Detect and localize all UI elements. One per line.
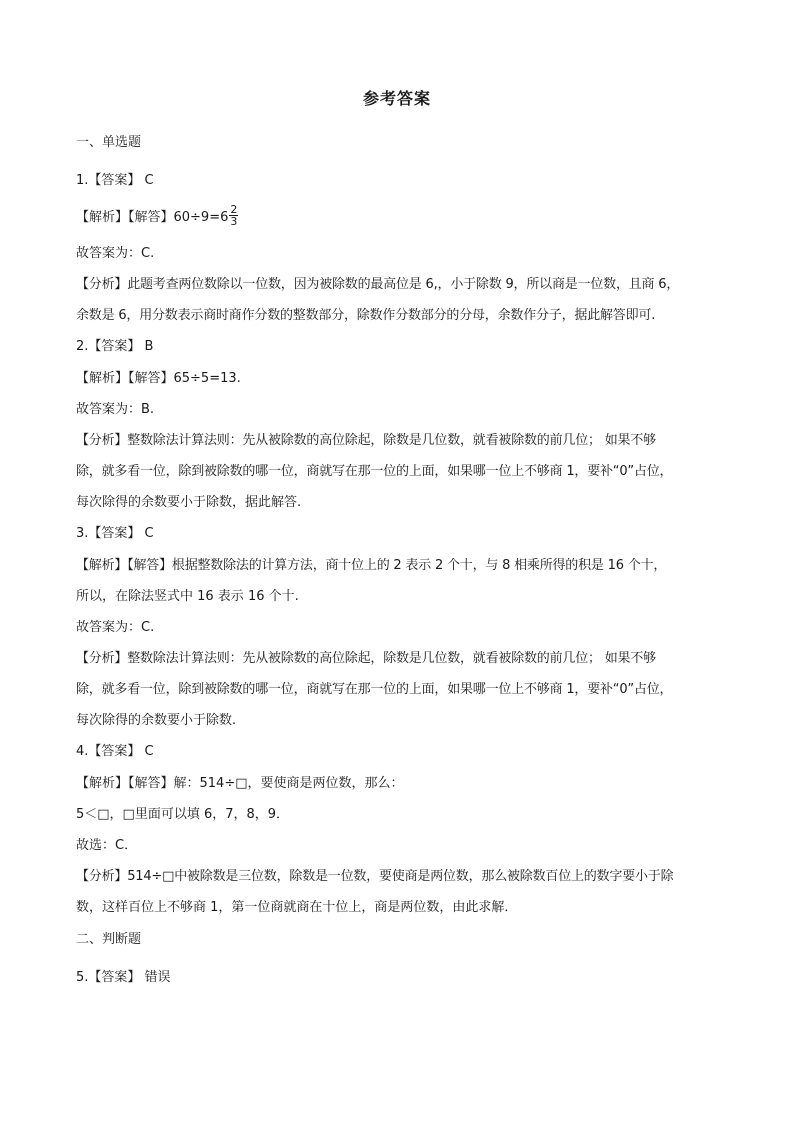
- explanation-4-line-2: 5＜□，□里面可以填 6，7，8，9．: [76, 807, 290, 822]
- analysis-3-line-1: 【分析】整数除法计算法则：先从被除数的高位除起，除数是几位数，就看被除数的前几位； 如果不够: [76, 651, 656, 666]
- fraction: [229, 204, 238, 227]
- explanation-3-line-2: 所以，在除法竖式中 16 表示 16 个十.: [76, 589, 299, 604]
- analysis-4-line-2: 数，这样百位上不够商 1，第一位商就商在十位上，商是两位数，由此求解．: [76, 900, 518, 915]
- explanation-1: [76, 203, 726, 229]
- conclusion-4: 故选：C．: [76, 838, 138, 853]
- explanation-2: 【解析】【解答】65÷5=13.: [76, 371, 241, 386]
- conclusion-1: 故答案为：C.: [76, 246, 155, 261]
- explanation-1-text: 【解析】【解答】60÷9=6: [76, 210, 229, 225]
- explanation-3-line-1: 【解析】【解答】根据整数除法的计算方法，商十位上的 2 表示 2 个十，与 8 相乘所得的积是 16 个十，: [76, 558, 667, 573]
- section-heading-true-false: 二、判断题: [76, 932, 142, 947]
- answer-2: 2.【答案】 B: [76, 339, 154, 354]
- analysis-4-line-1: 【分析】514÷□中被除数是三位数，除数是一位数，要使商是两位数，那么被除数百位上的数字要小于除: [76, 869, 674, 884]
- answer-5: 5.【答案】 错误: [76, 970, 171, 985]
- answer-3: 3.【答案】 C: [76, 526, 154, 541]
- page-title: 参考答案: [362, 89, 431, 108]
- answer-1: 1.【答案】 C: [76, 173, 154, 188]
- fraction-numerator: 2: [230, 203, 238, 216]
- analysis-3-line-2: 除，就多看一位，除到被除数的哪一位，商就写在那一位的上面，如果哪一位上不够商 1，要补“0”占位，: [76, 682, 673, 697]
- fraction-denominator: 3: [230, 215, 238, 228]
- analysis-1-line-2: 余数是 6，用分数表示商时商作分数的整数部分，除数作分数部分的分母，余数作分子，据此解答即可.: [76, 308, 656, 323]
- analysis-3-line-3: 每次除得的余数要小于除数.: [76, 713, 237, 728]
- explanation-4-line-1: 【解析】【解答】解：514÷□，要使商是两位数，那么：: [76, 776, 404, 791]
- conclusion-2: 故答案为：B.: [76, 402, 155, 417]
- analysis-1-line-1: 【分析】此题考查两位数除以一位数，因为被除数的最高位是 6,，小于除数 9，所以商是一位数，且商 6，: [76, 277, 680, 292]
- analysis-2-line-1: 【分析】整数除法计算法则：先从被除数的高位除起，除数是几位数，就看被除数的前几位； 如果不够: [76, 433, 656, 448]
- section-heading-single-choice: 一、单选题: [76, 135, 142, 150]
- conclusion-3: 故答案为：C.: [76, 620, 155, 635]
- analysis-2-line-3: 每次除得的余数要小于除数，据此解答.: [76, 495, 302, 510]
- analysis-2-line-2: 除，就多看一位，除到被除数的哪一位，商就写在那一位的上面，如果哪一位上不够商 1，要补“0”占位，: [76, 464, 673, 479]
- answer-4: 4.【答案】 C: [76, 744, 154, 759]
